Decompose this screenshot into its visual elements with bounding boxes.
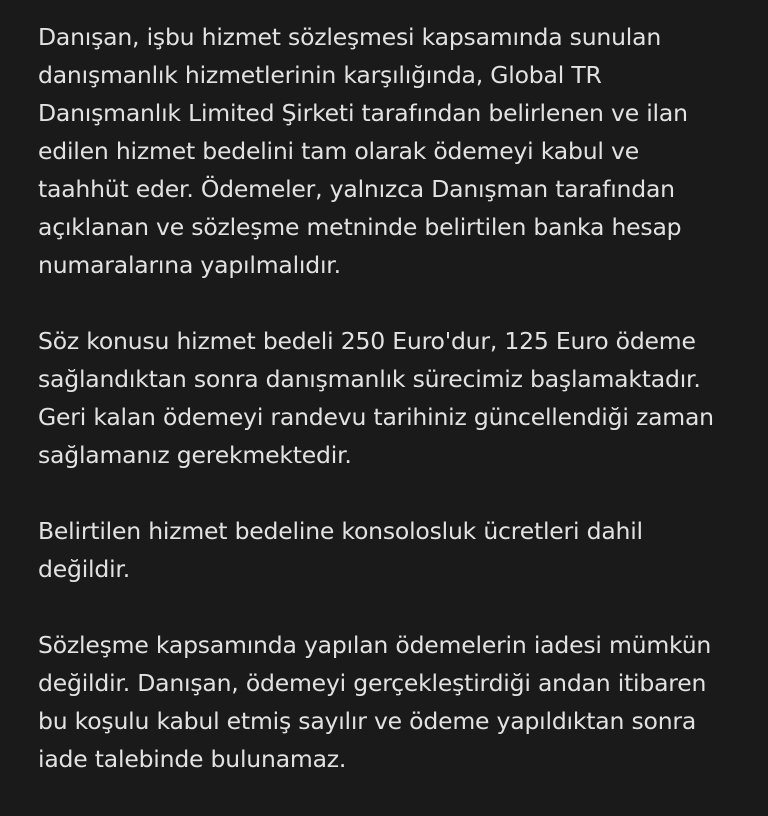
paragraph-consulate-fees	[38, 512, 738, 588]
text-line: sağlamanız gerekmektedir.	[38, 441, 352, 469]
text-line: Danışmanlık Limited Şirketi tarafından belirlenen ve ilan	[38, 99, 688, 127]
text-line: taahhüt eder. Ödemeler, yalnızca Danışman tarafından	[38, 175, 675, 203]
paragraph-payment-terms	[38, 18, 738, 284]
text-line: Sözleşme kapsamında yapılan ödemelerin iadesi mümkün	[38, 631, 712, 659]
paragraph-refund-policy	[38, 626, 738, 778]
text-line: Danışan, işbu hizmet sözleşmesi kapsamında sunulan	[38, 23, 662, 51]
text-line: açıklanan ve sözleşme metninde belirtilen banka hesap	[38, 213, 682, 241]
text-line: danışmanlık hizmetlerinin karşılığında, Global TR	[38, 61, 602, 89]
text-line: değildir. Danışan, ödemeyi gerçekleştirdiği andan itibaren	[38, 669, 707, 697]
text-line: Söz konusu hizmet bedeli 250 Euro'dur, 125 Euro ödeme	[38, 327, 696, 355]
text-line: Belirtilen hizmet bedeline konsolosluk ücretleri dahil	[38, 517, 643, 545]
text-line: değildir.	[38, 555, 130, 583]
text-line: iade talebinde bulunamaz.	[38, 745, 347, 773]
text-line: numaralarına yapılmalıdır.	[38, 251, 341, 279]
paragraph-service-fee	[38, 322, 738, 474]
text-line: sağlandıktan sonra danışmanlık sürecimiz başlamaktadır.	[38, 365, 701, 393]
text-line: edilen hizmet bedelini tam olarak ödemeyi kabul ve	[38, 137, 639, 165]
text-line: Geri kalan ödemeyi randevu tarihiniz güncellendiği zaman	[38, 403, 714, 431]
text-line: bu koşulu kabul etmiş sayılır ve ödeme yapıldıktan sonra	[38, 707, 697, 735]
agreement-text	[38, 18, 738, 816]
